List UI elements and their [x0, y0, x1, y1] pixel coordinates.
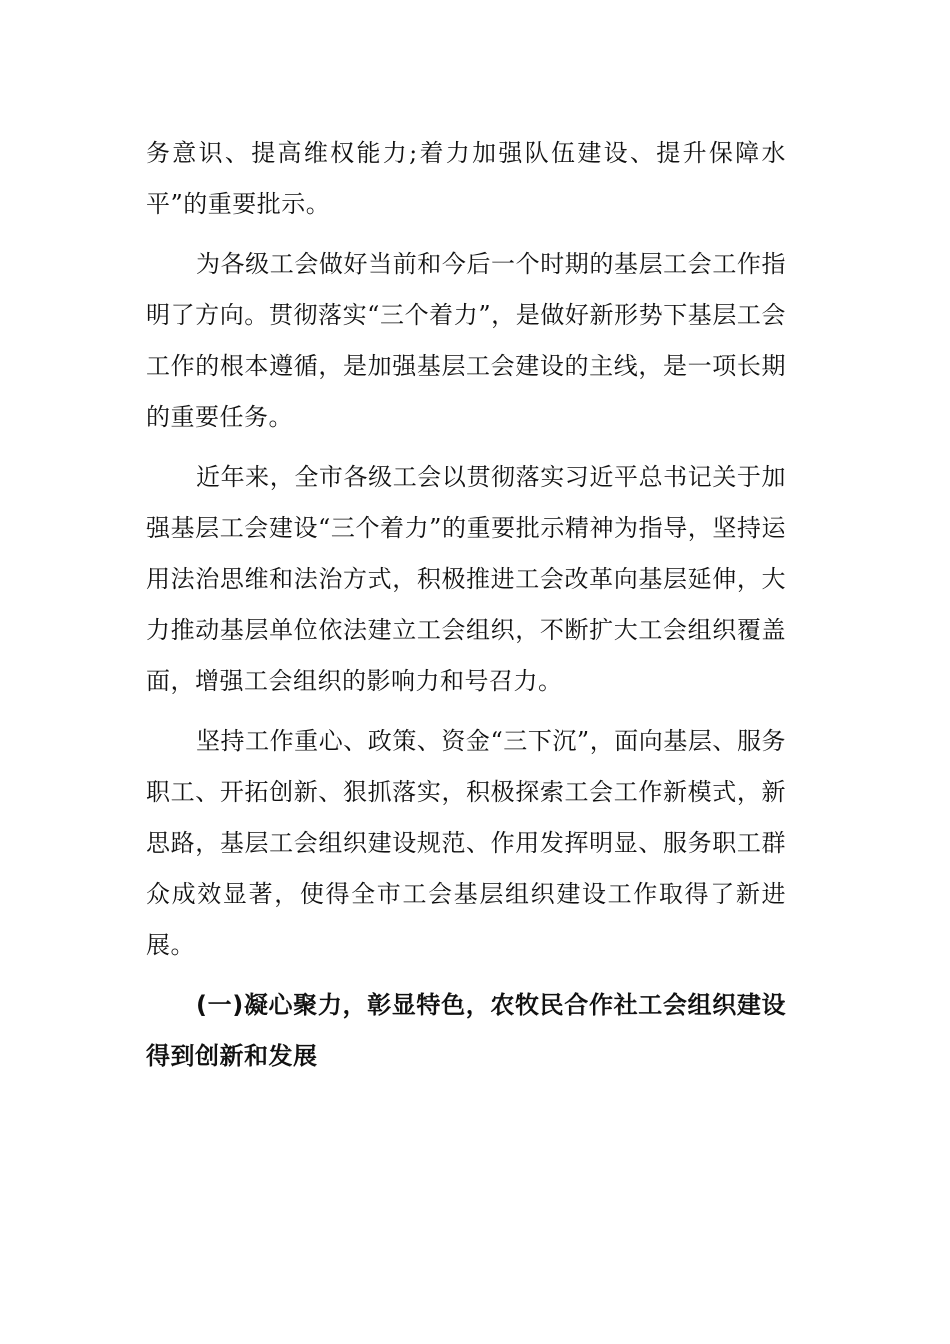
document-body — [146, 128, 786, 1091]
paragraph-direction: 为各级工会做好当前和今后一个时期的基层工会工作指明了方向。贯彻落实“三个着力”，是做好新形势下基层工会工作的根本遵循，是加强基层工会建设的主线，是一项长期的重要任务。 — [146, 250, 786, 431]
paragraph-continuation: 务意识、提高维权能力;着力加强队伍建设、提升保障水平”的重要批示。 — [146, 139, 786, 218]
paragraph-three-sinkings: 坚持工作重心、政策、资金“三下沉”，面向基层、服务职工、开拓创新、狠抓落实，积极探索工会工作新模式，新思路，基层工会组织建设规范、作用发挥明显、服务职工群众成效显著，使得全市工会基层组织建设工作取得了新进展。 — [146, 727, 786, 959]
paragraph-recent-years: 近年来，全市各级工会以贯彻落实习近平总书记关于加强基层工会建设“三个着力”的重要批示精神为指导，坚持运用法治思维和法治方式，积极推进工会改革向基层延伸，大力推动基层单位依法建立工会组织，不断扩大工会组织覆盖面，增强工会组织的影响力和号召力。 — [146, 463, 786, 695]
section-heading: (一)凝心聚力，彰显特色，农牧民合作社工会组织建设得到创新和发展 — [146, 991, 786, 1070]
